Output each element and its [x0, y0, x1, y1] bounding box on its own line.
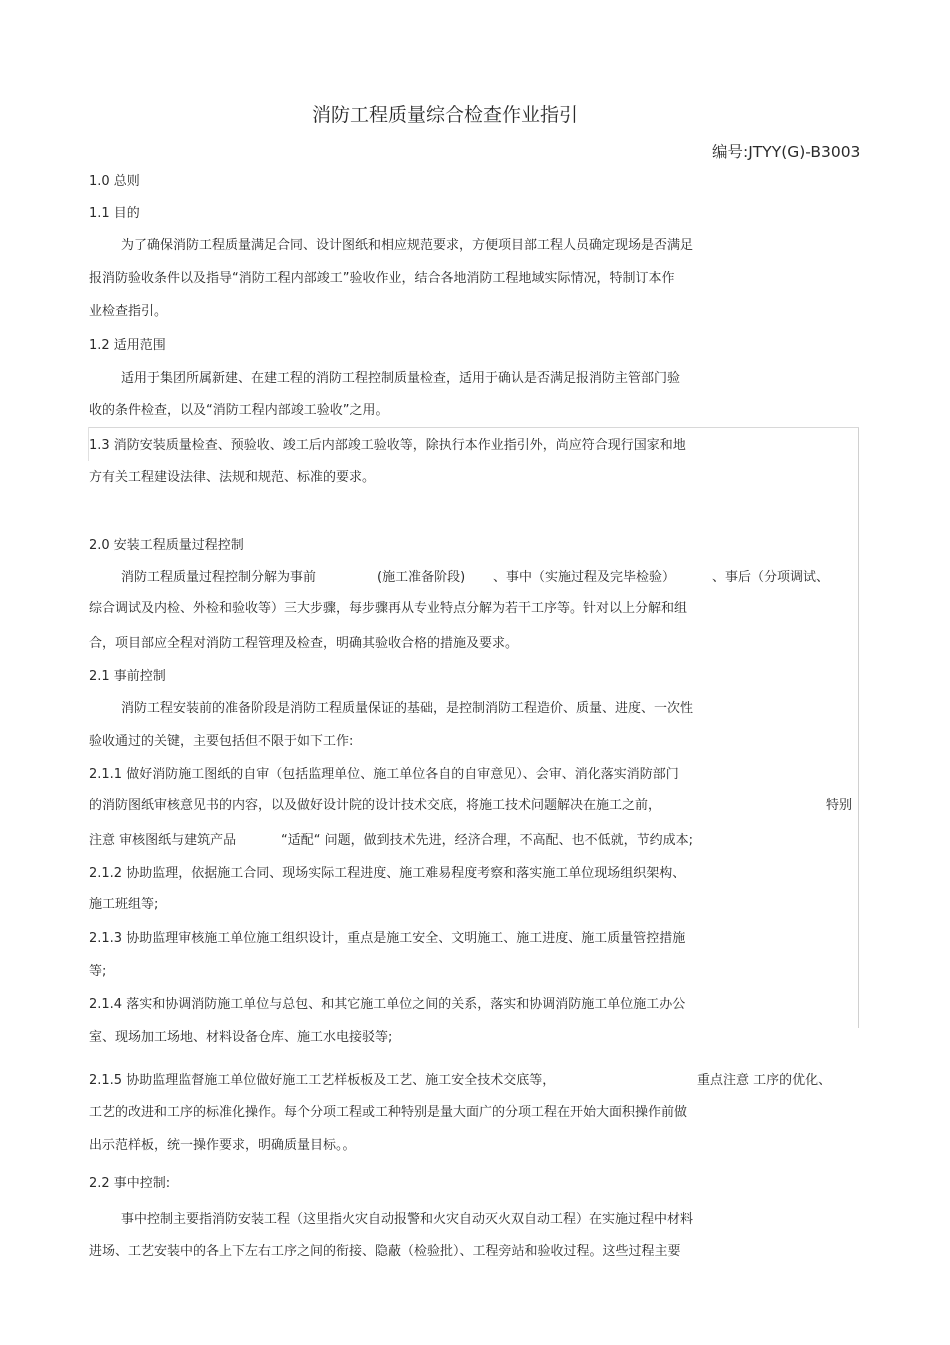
body-line: 重点注意 工序的优化、: [697, 1073, 832, 1088]
box-top-border: [88, 427, 859, 428]
body-line: 出示范样板，统一操作要求，明确质量目标。。: [89, 1138, 356, 1153]
body-line: 报消防验收条件以及指导“消防工程内部竣工”验收作业，结合各地消防工程地域实际情况，特制订本作: [89, 271, 675, 286]
body-line: 验收通过的关键，主要包括但不限于如下工作:: [89, 734, 354, 749]
body-line: 消防工程质量过程控制分解为事前: [121, 570, 317, 585]
body-line: 注意 审核图纸与建筑产品: [89, 833, 237, 848]
document-title: 消防工程质量综合检查作业指引: [311, 104, 578, 126]
body-line: 、事后（分项调试、: [712, 570, 830, 585]
section-heading: 1.0 总则: [89, 174, 140, 189]
body-line: 合，项目部应全程对消防工程管理及检查，明确其验收合格的措施及要求。: [89, 636, 519, 651]
body-line: 等;: [89, 964, 107, 979]
body-line: 2.1.2 协助监理，依据施工合同、现场实际工程进度、施工难易程度考察和落实施工单位现场组织架构、: [89, 866, 686, 881]
box-right-border: [858, 428, 859, 1028]
body-line: 的消防图纸审核意见书的内容，以及做好设计院的设计技术交底，将施工技术问题解决在施工之前，: [89, 798, 662, 813]
body-line: 综合调试及内检、外检和验收等）三大步骤，每步骤再从专业特点分解为若干工序等。针对以上分解和组: [89, 601, 688, 616]
body-line: 适用于集团所属新建、在建工程的消防工程控制质量检查，适用于确认是否满足报消防主管部门验: [121, 371, 681, 386]
body-line: 2.1.3 协助监理审核施工单位施工组织设计，重点是施工安全、文明施工、施工进度、施工质量管控措施: [89, 931, 686, 946]
body-line: 消防工程安装前的准备阶段是消防工程质量保证的基础，是控制消防工程造价、质量、进度、一次性: [121, 701, 694, 716]
section-heading: 2.2 事中控制:: [89, 1176, 171, 1191]
body-line: 2.1.5 协助监理监督施工单位做好施工工艺样板板及工艺、施工安全技术交底等，: [89, 1073, 556, 1088]
body-line: 特别: [826, 798, 853, 813]
body-line: 室、现场加工场地、材料设备仓库、施工水电接驳等;: [89, 1030, 393, 1045]
body-line: 施工班组等;: [89, 897, 159, 912]
body-line: 方有关工程建设法律、法规和规范、标准的要求。: [89, 470, 376, 485]
body-line: “适配“ 问题，做到技术先进，经济合理，不高配、也不低就，节约成本;: [281, 833, 693, 848]
body-line: 事中控制主要指消防安装工程（这里指火灾自动报警和火灾自动灭火双自动工程）在实施过程中材料: [121, 1212, 694, 1227]
body-line: 、事中（实施过程及完毕检验）: [493, 570, 676, 585]
section-heading: 1.1 目的: [89, 206, 140, 221]
body-line: 工艺的改进和工序的标准化操作。每个分项工程或工种特别是量大面广的分项工程在开始大面积操作前做: [89, 1105, 688, 1120]
section-heading: 2.0 安装工程质量过程控制: [89, 538, 244, 553]
body-line: 1.3 消防安装质量检查、预验收、竣工后内部竣工验收等，除执行本作业指引外，尚应符合现行国家和地: [89, 438, 686, 453]
document-code: 编号:JTYY(G)-B3003: [712, 143, 861, 161]
body-line: (施工准备阶段): [377, 570, 466, 585]
body-line: 业检查指引。: [89, 304, 168, 319]
body-line: 2.1.4 落实和协调消防施工单位与总包、和其它施工单位之间的关系，落实和协调消防施工单位施工办公: [89, 997, 686, 1012]
body-line: 2.1.1 做好消防施工图纸的自审（包括监理单位、施工单位各自的自审意见）、会审、消化落实消防部门: [89, 767, 679, 782]
body-line: 收的条件检查，以及“消防工程内部竣工验收”之用。: [89, 403, 389, 418]
body-line: 进场、工艺安装中的各上下左右工序之间的衔接、隐蔽（检验批）、工程旁站和验收过程。这些过程主要: [89, 1244, 681, 1259]
section-heading: 1.2 适用范围: [89, 338, 166, 353]
body-line: 为了确保消防工程质量满足合同、设计图纸和相应规范要求，方便项目部工程人员确定现场是否满足: [121, 238, 694, 253]
section-heading: 2.1 事前控制: [89, 669, 166, 684]
